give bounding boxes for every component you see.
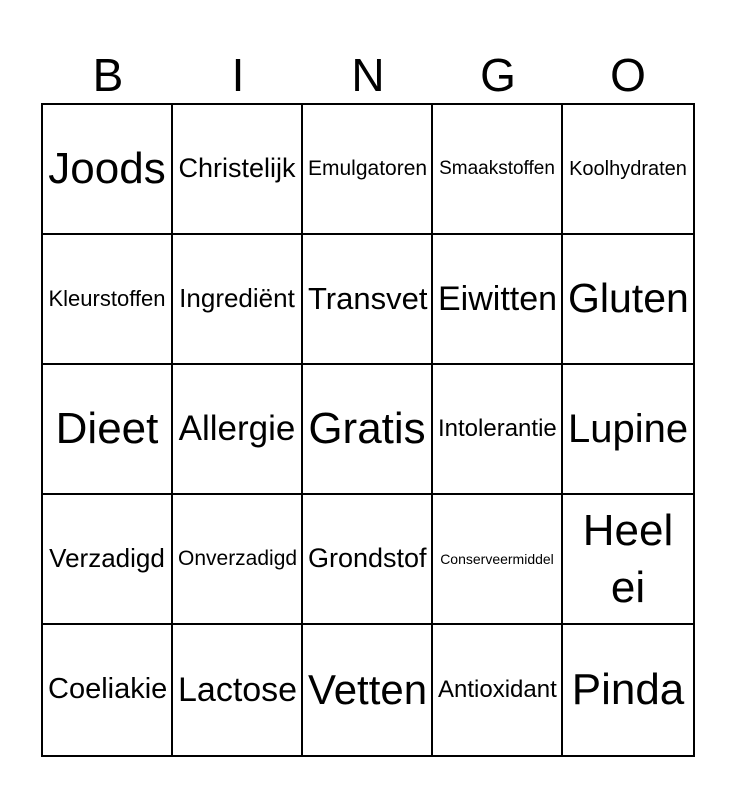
bingo-cell-label: Allergie xyxy=(178,409,296,449)
bingo-cell[interactable] xyxy=(43,235,173,365)
bingo-cell[interactable] xyxy=(43,495,173,625)
bingo-cell-label: Gratis xyxy=(308,404,426,454)
bingo-cell-label: Kleurstoffen xyxy=(48,285,166,311)
bingo-cell[interactable] xyxy=(173,625,303,755)
bingo-letter-n: N xyxy=(351,49,385,101)
bingo-cell-label: Koolhydraten xyxy=(569,158,687,180)
bingo-cell[interactable] xyxy=(43,105,173,235)
bingo-cell-label: Lactose xyxy=(178,670,298,709)
bingo-cell[interactable] xyxy=(433,105,563,235)
bingo-cell-label: Gluten xyxy=(568,275,689,322)
bingo-cell[interactable] xyxy=(563,625,693,755)
bingo-letter-o: O xyxy=(610,49,646,101)
bingo-cell-label: Eiwitten xyxy=(438,279,558,318)
bingo-cell[interactable] xyxy=(563,105,693,235)
bingo-cell[interactable] xyxy=(173,365,303,495)
bingo-cell-label: Christelijk xyxy=(178,153,296,184)
bingo-cell-label: Onverzadigd xyxy=(178,547,298,571)
bingo-cell[interactable] xyxy=(563,365,693,495)
bingo-cell[interactable] xyxy=(433,495,563,625)
bingo-cell[interactable] xyxy=(43,365,173,495)
bingo-cell[interactable] xyxy=(303,105,433,235)
bingo-header xyxy=(41,45,695,105)
bingo-cell[interactable] xyxy=(563,235,693,365)
bingo-cell[interactable] xyxy=(303,235,433,365)
bingo-letter-i: I xyxy=(231,49,245,101)
bingo-cell-label: Lupine xyxy=(568,407,689,451)
bingo-cell[interactable] xyxy=(173,235,303,365)
bingo-letter-g: G xyxy=(480,49,516,101)
bingo-cell[interactable] xyxy=(43,625,173,755)
bingo-cell-label: Emulgatoren xyxy=(308,157,428,181)
bingo-cell[interactable] xyxy=(433,365,563,495)
bingo-cell-label: Grondstof xyxy=(308,543,427,574)
bingo-cell[interactable] xyxy=(173,495,303,625)
bingo-cell[interactable] xyxy=(303,625,433,755)
bingo-cell-label: Smaakstoffen xyxy=(439,157,555,179)
bingo-cell[interactable] xyxy=(433,235,563,365)
bingo-cell-label: Coeliakie xyxy=(48,673,168,706)
bingo-cell[interactable] xyxy=(173,105,303,235)
bingo-cell[interactable] xyxy=(433,625,563,755)
bingo-cell-label: Dieet xyxy=(55,404,159,454)
bingo-cell-label: Conserveermiddel xyxy=(440,550,554,567)
bingo-cell-label: Ingrediënt xyxy=(179,283,295,314)
bingo-cell-label: Joods xyxy=(48,144,166,194)
bingo-cell-label: Pinda xyxy=(571,665,685,715)
bingo-cell-label: Intolerantie xyxy=(438,415,557,443)
bingo-cell-label: Antioxidant xyxy=(438,676,557,704)
bingo-cell[interactable] xyxy=(303,365,433,495)
bingo-cell[interactable] xyxy=(303,495,433,625)
bingo-letter-b: B xyxy=(92,49,124,101)
bingo-cell[interactable] xyxy=(563,495,693,625)
bingo-cell-label: Verzadigd xyxy=(49,543,165,574)
bingo-cell-label: Vetten xyxy=(308,665,428,713)
bingo-card xyxy=(41,103,695,757)
bingo-cell-label: Heel ei xyxy=(582,505,674,612)
bingo-cell-label: Transvet xyxy=(308,280,428,316)
